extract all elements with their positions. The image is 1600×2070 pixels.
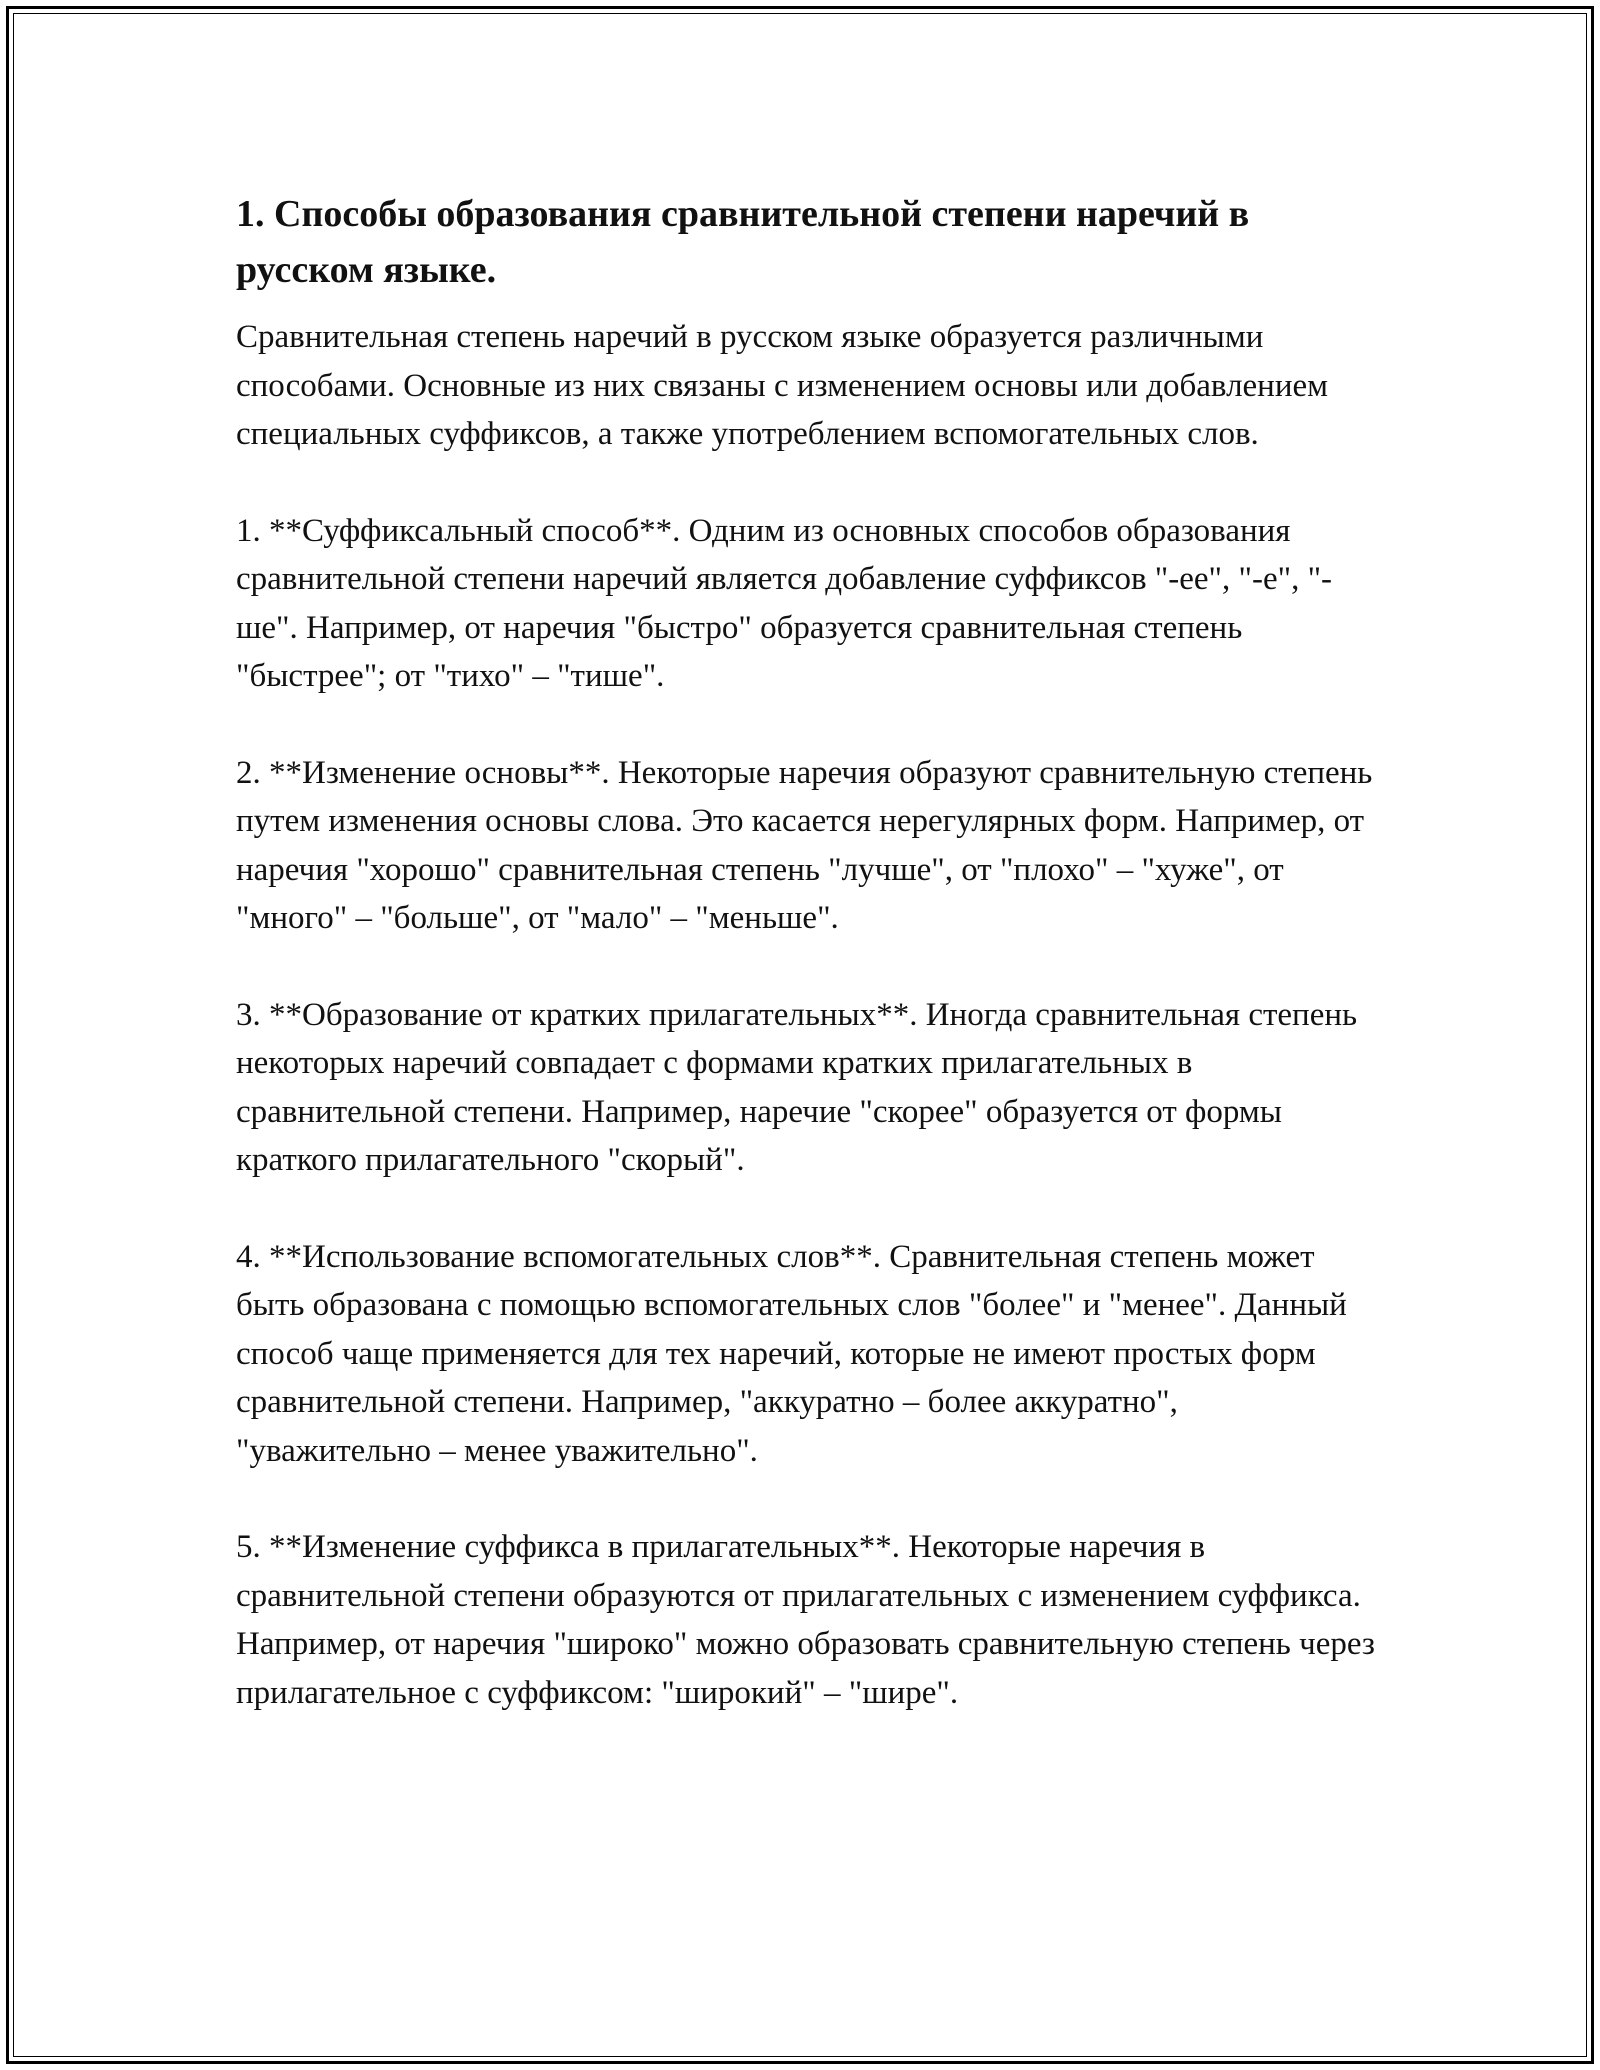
section-heading: 1. Способы образования сравнительной степени наречий в русском языке. xyxy=(236,193,1250,291)
list-item-auxiliary-words: 4. **Использование вспомогательных слов**. Сравнительная степень может быть образована с помощью вспомогательных слов "более" и "менее". Данный способ чаще применяется для тех наречий, которые не имеют простых форм сравнительной степени. Например, "аккуратно – более аккуратно", "уважительно – менее уважительно". xyxy=(236,1238,1347,1469)
document-body xyxy=(236,186,1376,1717)
list-item-suffix-change: 5. **Изменение суффикса в прилагательных**. Некоторые наречия в сравнительной степени образуются от прилагательных с изменением суффикса. Например, от наречия "широко" можно образовать сравнительную степень через прилагательное с суффиксом: "широкий" – "шире". xyxy=(236,1529,1375,1711)
list-item-short-adjectives: 3. **Образование от кратких прилагательных**. Иногда сравнительная степень некоторых наречий совпадает с формами кратких прилагательных в сравнительной степени. Например, наречие "скорее" образуется от формы краткого прилагательного "скорый". xyxy=(236,996,1358,1178)
list-item-stem-change: 2. **Изменение основы**. Некоторые наречия образуют сравнительную степень путем изменения основы слова. Это касается нерегулярных форм. Например, от наречия "хорошо" сравнительная степень "лучше", от "плохо" – "хуже", от "много" – "больше", от "мало" – "меньше". xyxy=(236,754,1373,936)
list-item-suffix-method: 1. **Суффиксальный способ**. Одним из основных способов образования сравнительной степени наречий является добавление суффиксов "-ее", "-е", "-ше". Например, от наречия "быстро" образуется сравнительная степень "быстрее"; от "тихо" – "тише". xyxy=(236,512,1333,694)
intro-paragraph: Сравнительная степень наречий в русском языке образуется различными способами. Основные из них связаны с изменением основы или добавлением специальных суффиксов, а также употреблением вспомогательных слов. xyxy=(236,319,1329,452)
